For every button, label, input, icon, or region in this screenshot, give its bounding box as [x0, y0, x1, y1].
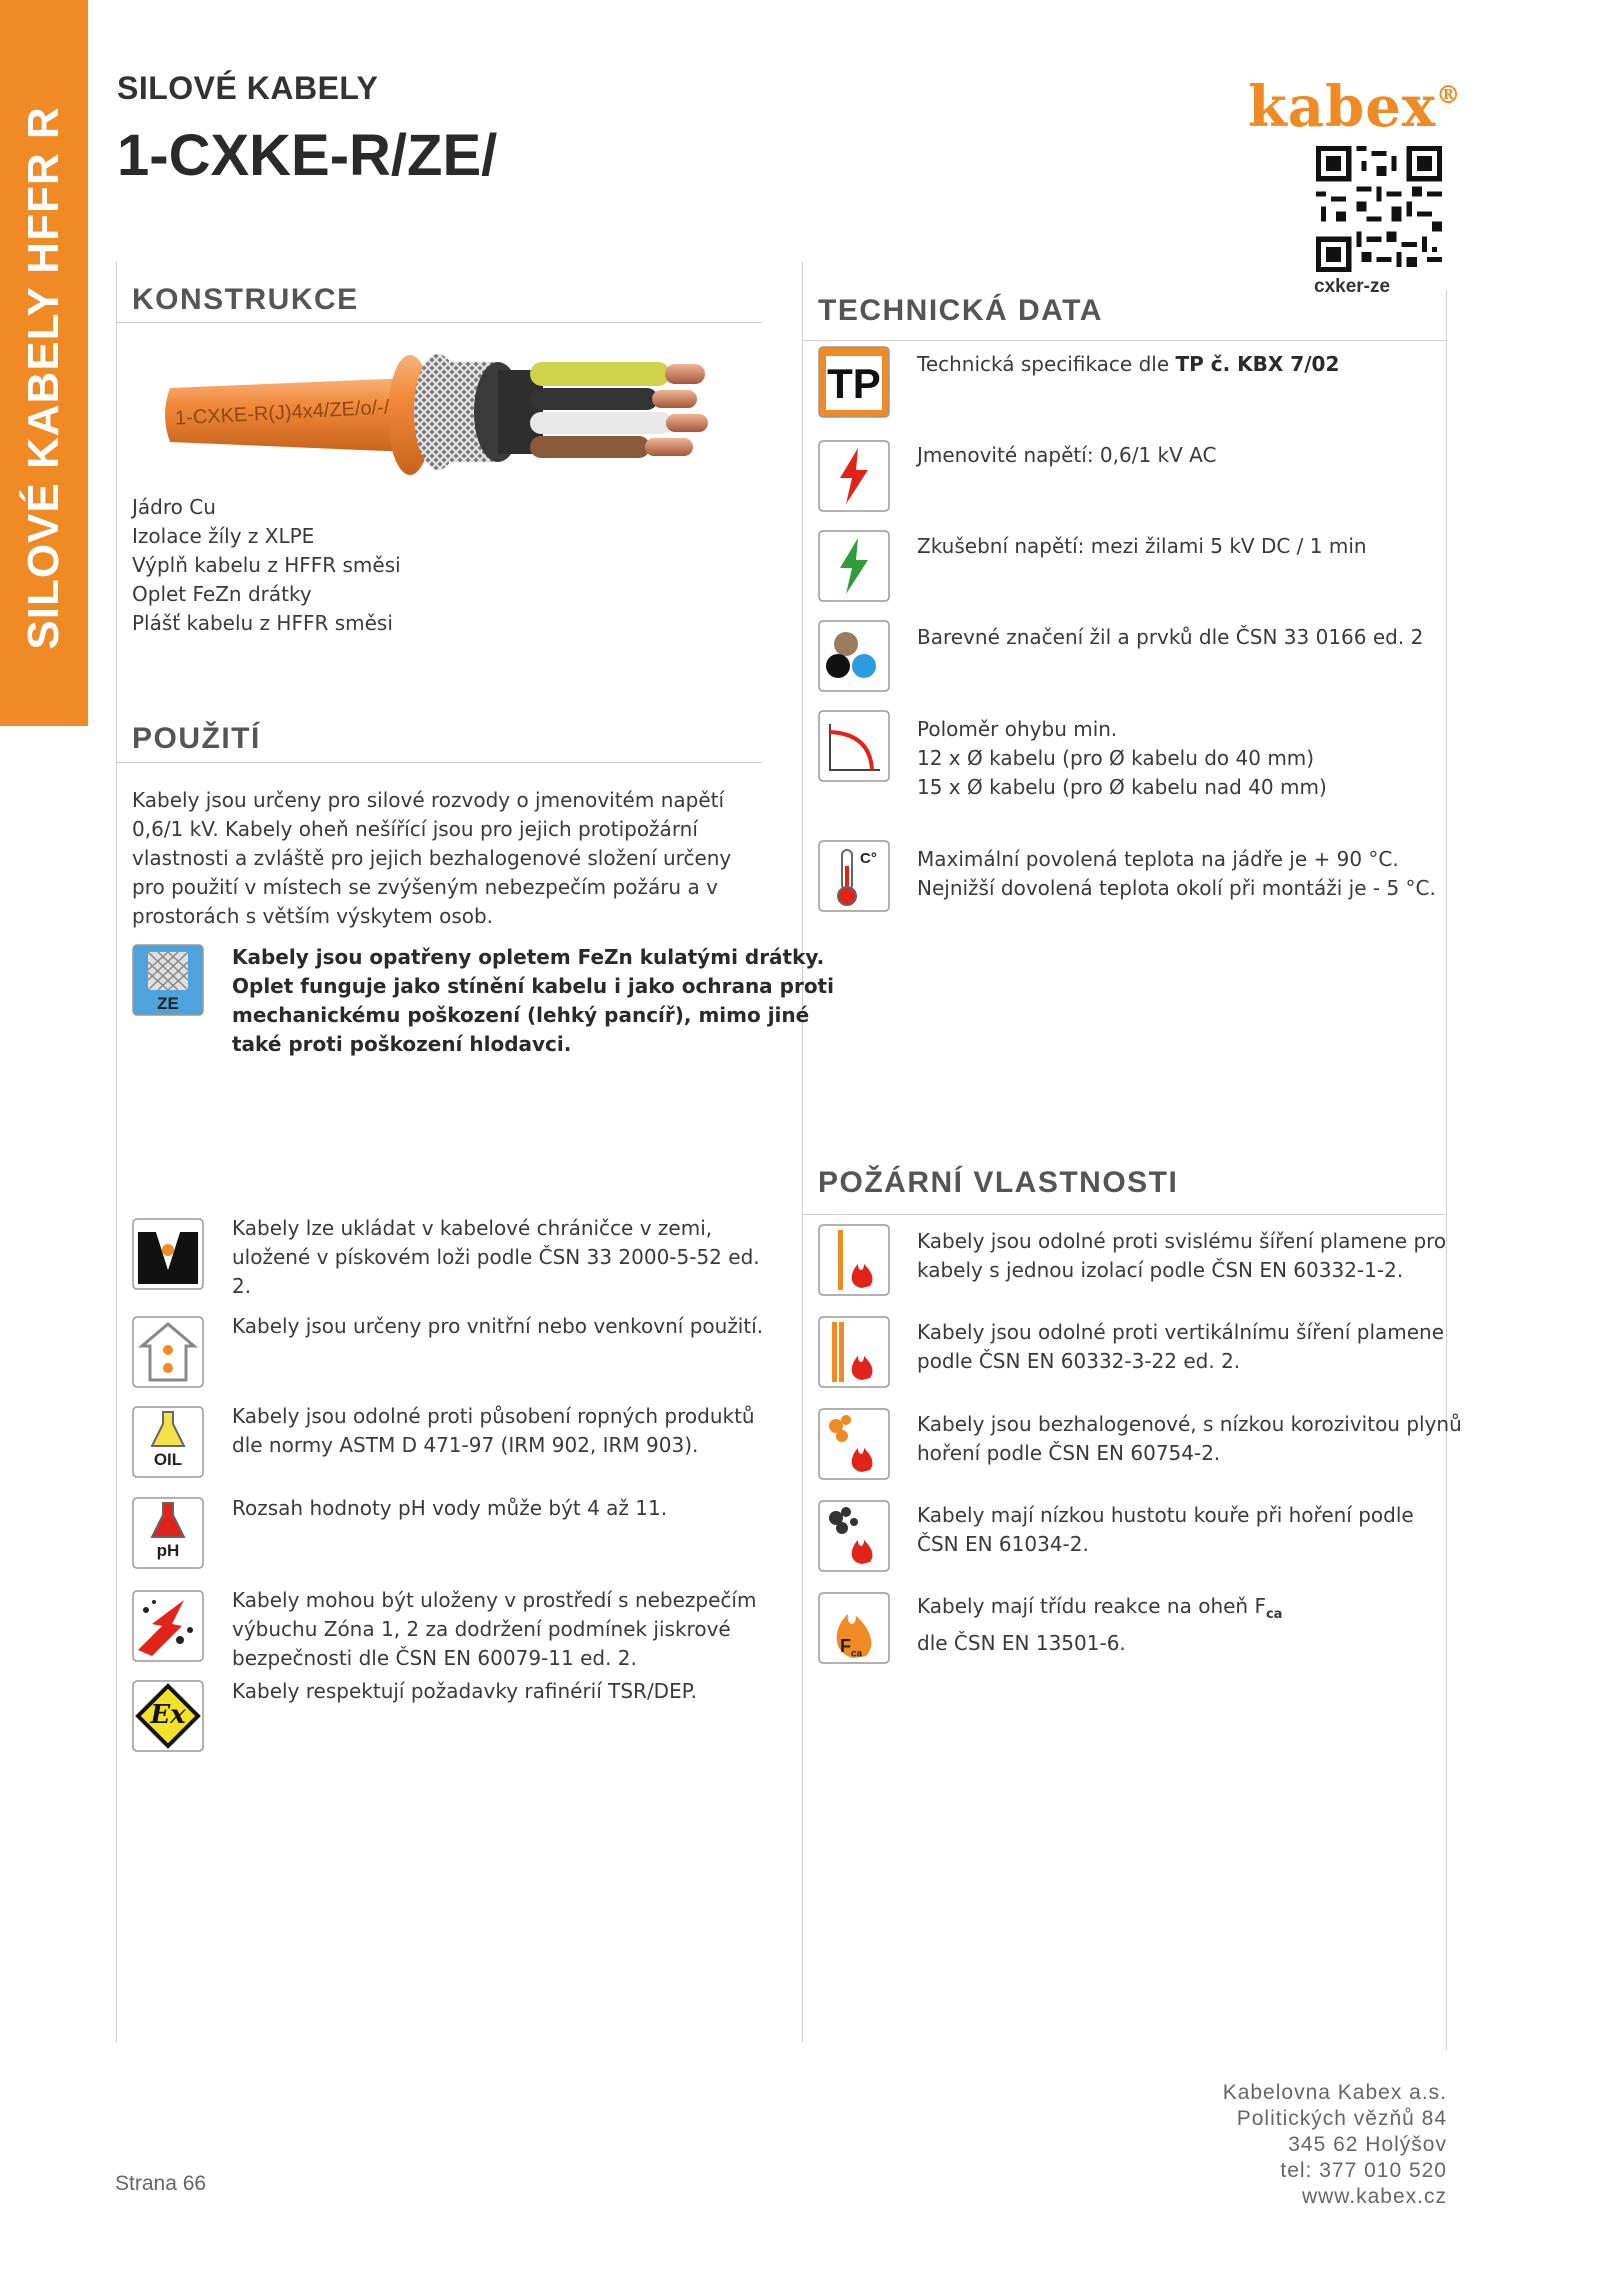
- oil-icon-label: OIL: [153, 1450, 183, 1469]
- center-column-divider: [802, 262, 803, 2042]
- bunched-cable-flame-icon: [818, 1316, 890, 1388]
- company-street: Politických vězňů 84: [1236, 2107, 1447, 2130]
- oil-resistance-text: [232, 1402, 755, 1460]
- side-category-label: SILOVÉ KABELY HFFR R: [19, 106, 68, 650]
- single-cable-flame-text: [917, 1227, 1446, 1285]
- paragraph-line: 15 x Ø kabelu (pro Ø kabelu nad 40 mm): [917, 775, 1327, 799]
- paragraph-line: také proti poškození hlodavci.: [232, 1032, 572, 1056]
- test-voltage-icon: [818, 530, 890, 602]
- list-item: Výplň kabelu z HFFR směsi: [132, 553, 401, 577]
- paragraph-line: Kabely jsou určeny pro vnitřní nebo venkovní použití.: [232, 1314, 764, 1338]
- section-underline: [116, 322, 762, 323]
- paragraph-line: prostorách s větším výskytem osob.: [132, 904, 494, 928]
- list-item: Izolace žíly z XLPE: [132, 524, 315, 548]
- indoor-outdoor-icon: [132, 1316, 204, 1388]
- paragraph-line: dle normy ASTM D 471-97 (IRM 902, IRM 903).: [232, 1433, 699, 1457]
- list-item: Oplet FeZn drátky: [132, 582, 312, 606]
- paragraph-line: 12 x Ø kabelu (pro Ø kabelu do 40 mm): [917, 746, 1315, 770]
- paragraph-line: 0,6/1 kV. Kabely oheň nešířící jsou pro jejich protipožární: [132, 817, 698, 841]
- ex-atex-icon: [132, 1680, 204, 1752]
- oil-resistance-icon: [132, 1406, 204, 1478]
- ph-range-icon: [132, 1497, 204, 1569]
- section-title-pozarni-vlastnosti: POŽÁRNÍ VLASTNOSTI: [818, 1166, 1179, 1199]
- document-category: SILOVÉ KABELY: [117, 70, 379, 106]
- logo-text: kabex: [1248, 74, 1437, 140]
- side-category-tab: [0, 0, 88, 726]
- halogen-free-text: [917, 1410, 1462, 1468]
- paragraph-line: 2.: [232, 1274, 252, 1298]
- page-title: 1-CXKE-R/ZE/: [117, 123, 498, 188]
- single-cable-flame-icon: [818, 1224, 890, 1296]
- tp-spec-number: TP č. KBX 7/02: [1175, 352, 1340, 376]
- fca-label-sub: ca: [851, 1648, 863, 1660]
- paragraph-line: Kabely respektují požadavky rafinérií TSR/DEP.: [232, 1679, 698, 1703]
- cable-print-text: 1-CXKE-R(J)4x4/ZE/o/-/: [174, 396, 390, 430]
- paragraph-line: Poloměr ohybu min.: [917, 717, 1118, 741]
- tp-icon-label: TP: [827, 360, 881, 407]
- section-underline: [802, 1214, 1446, 1215]
- company-name: Kabelovna Kabex a.s.: [1222, 2081, 1447, 2104]
- paragraph-line: pro použití v místech se zvýšeným nebezpečím požáru a v: [132, 875, 718, 899]
- tp-spec-icon: [818, 346, 890, 418]
- company-city: 345 62 Holýšov: [1288, 2133, 1447, 2156]
- paragraph-line: Kabely jsou odolné proti vertikálnímu šíření plamene: [917, 1320, 1445, 1344]
- list-item: Jádro Cu: [132, 495, 216, 519]
- paragraph-line: bezpečnosti dle ČSN EN 60079-11 ed. 2.: [232, 1646, 637, 1670]
- section-title-konstrukce: KONSTRUKCE: [132, 283, 359, 316]
- paragraph-line: mechanickému poškození (lehký pancíř), mimo jiné: [232, 1003, 810, 1027]
- ze-description: [232, 943, 834, 1059]
- paragraph-line: ČSN EN 61034-2.: [917, 1532, 1089, 1556]
- paragraph-line: Oplet funguje jako stínění kabelu i jako ochrana proti: [232, 974, 834, 998]
- reaction-to-fire-text: [917, 1592, 1282, 1658]
- qr-code-label: cxker-ze: [1314, 276, 1391, 297]
- paragraph-line: vlastnosti a zvláště pro jejich bezhalogenové složení určeny: [132, 846, 732, 870]
- section-underline: [802, 340, 1446, 341]
- paragraph-line: uložené v pískovém loži podle ČSN 33 2000-5-52 ed.: [232, 1245, 760, 1269]
- page-number: Strana 66: [115, 2172, 207, 2195]
- ex-icon-label: Ex: [150, 1700, 186, 1730]
- ex-atex-text: [232, 1677, 697, 1706]
- bunched-cable-flame-text: [917, 1318, 1444, 1376]
- right-column-divider: [1446, 290, 1447, 2050]
- test-voltage-text: [917, 532, 1367, 561]
- registered-mark: ®: [1436, 80, 1462, 109]
- reaction-to-fire-icon: [818, 1592, 890, 1664]
- underground-laying-text: [232, 1214, 760, 1301]
- qr-code-icon[interactable]: [1316, 146, 1442, 272]
- paragraph-line: kabely s jednou izolací podle ČSN EN 60332-1-2.: [917, 1258, 1404, 1282]
- tp-spec-text: [917, 350, 1339, 379]
- ze-icon-label: ZE: [157, 994, 179, 1013]
- thermometer-icon: [818, 840, 890, 912]
- paragraph-line: Kabely jsou odolné proti svislému šíření plamene pro: [917, 1229, 1447, 1253]
- indoor-outdoor-text: [232, 1312, 763, 1341]
- low-smoke-icon: [818, 1500, 890, 1572]
- paragraph-line: Kabely jsou opatřeny opletem FeZn kulatými drátky.: [232, 945, 825, 969]
- explosion-hazard-icon: [132, 1590, 204, 1662]
- paragraph-line: Rozsah hodnoty pH vody může být 4 až 11.: [232, 1496, 668, 1520]
- paragraph-line: Kabely lze ukládat v kabelové chráničce v zemi,: [232, 1216, 713, 1240]
- paragraph-line: hoření podle ČSN EN 60754-2.: [917, 1441, 1221, 1465]
- company-address: [1223, 2080, 1447, 2210]
- paragraph-line: Jmenovité napětí: 0,6/1 kV AC: [917, 443, 1217, 467]
- core-colours-text: [917, 623, 1423, 652]
- tp-spec-prefix: Technická specifikace dle: [917, 352, 1176, 376]
- core-colours-icon: [818, 620, 890, 692]
- list-item: Plášť kabelu z HFFR směsi: [132, 611, 393, 635]
- company-website-link[interactable]: www.kabex.cz: [1301, 2185, 1447, 2208]
- explosion-hazard-text: [232, 1586, 756, 1673]
- paragraph-line: Nejnižší dovolená teplota okolí při montáži je - 5 °C.: [917, 876, 1436, 900]
- rated-voltage-icon: [818, 440, 890, 512]
- temperature-text: [917, 845, 1436, 903]
- low-smoke-text: [917, 1501, 1414, 1559]
- fca-icon-label: [840, 1636, 862, 1660]
- rated-voltage-text: [917, 441, 1216, 470]
- thermometer-icon-label: C°: [860, 850, 877, 867]
- left-column-divider: [116, 262, 117, 2042]
- ph-range-text: [232, 1494, 667, 1523]
- bending-radius-text: [917, 715, 1327, 802]
- bending-radius-icon: [818, 710, 890, 782]
- paragraph-line: Kabely jsou bezhalogenové, s nízkou korozivitou plynů: [917, 1412, 1462, 1436]
- paragraph-line: Kabely jsou odolné proti působení ropných produktů: [232, 1404, 755, 1428]
- konstrukce-list: [132, 493, 401, 638]
- paragraph-line: Kabely mohou být uloženy v prostředí s nebezpečím: [232, 1588, 757, 1612]
- reaction-to-fire-class-sub: ca: [1265, 1607, 1283, 1622]
- halogen-free-icon: [818, 1408, 890, 1480]
- underground-laying-icon: [132, 1218, 204, 1290]
- ph-icon-label: pH: [156, 1541, 180, 1560]
- section-underline: [116, 762, 762, 763]
- paragraph-line: Zkušební napětí: mezi žilami 5 kV DC / 1 min: [917, 534, 1367, 558]
- ze-braid-icon: [132, 944, 204, 1016]
- kabex-logo: [1248, 74, 1461, 140]
- paragraph-line: Maximální povolená teplota na jádře je + 90 °C.: [917, 847, 1399, 871]
- reaction-to-fire-prefix: Kabely mají třídu reakce na oheň F: [917, 1594, 1266, 1618]
- paragraph-line: dle ČSN EN 13501-6.: [917, 1631, 1126, 1655]
- paragraph-line: Kabely jsou určeny pro silové rozvody o jmenovitém napětí: [132, 788, 725, 812]
- pouziti-paragraph: [132, 786, 750, 931]
- fca-label-letter: F: [840, 1636, 851, 1656]
- paragraph-line: podle ČSN EN 60332-3-22 ed. 2.: [917, 1349, 1241, 1373]
- paragraph-line: výbuchu Zóna 1, 2 za dodržení podmínek jiskrové: [232, 1617, 731, 1641]
- section-title-technicka-data: TECHNICKÁ DATA: [818, 294, 1103, 327]
- section-title-pouziti: POUŽITÍ: [132, 722, 261, 755]
- company-phone: tel: 377 010 520: [1280, 2159, 1447, 2182]
- paragraph-line: Kabely mají nízkou hustotu kouře při hoření podle: [917, 1503, 1414, 1527]
- paragraph-line: Barevné značení žil a prvků dle ČSN 33 0166 ed. 2: [917, 625, 1424, 649]
